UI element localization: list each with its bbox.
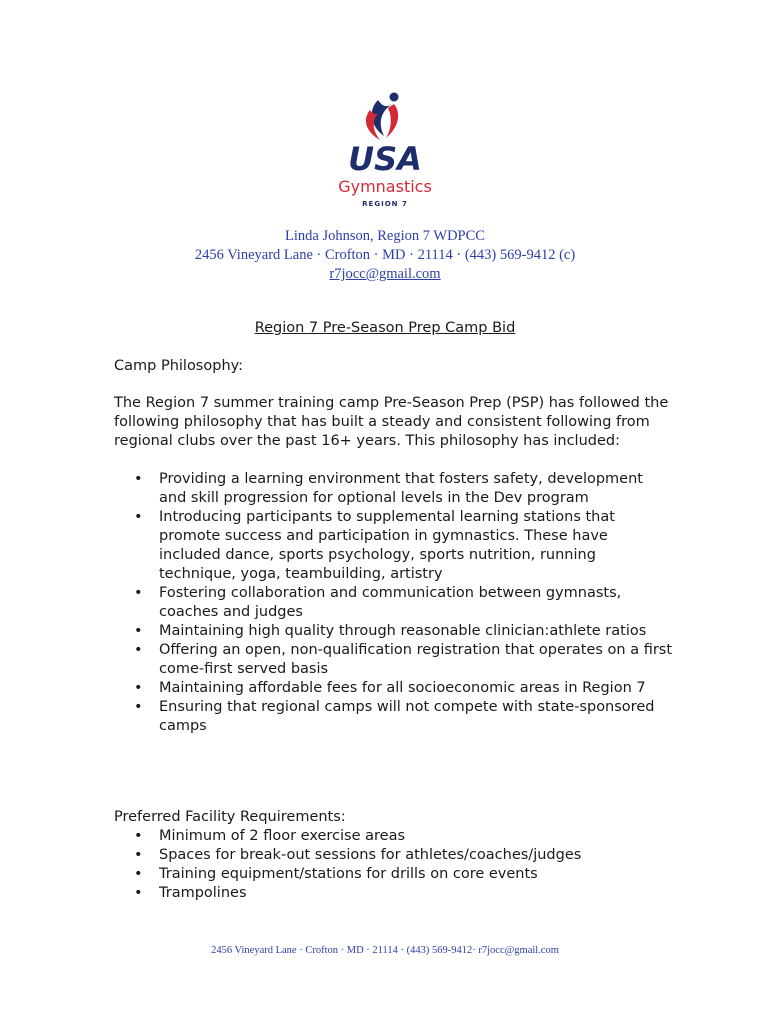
- bullet-icon: •: [134, 471, 143, 487]
- list-item: • Offering an open, non-qualification registration that operates on a first come-first served basis: [134, 642, 673, 677]
- logo-region: REGION 7: [362, 200, 408, 208]
- bullet-icon: •: [134, 509, 143, 525]
- list-item: • Trampolines: [134, 885, 247, 901]
- bullet-icon: •: [134, 885, 143, 901]
- bullet-icon: •: [134, 680, 143, 696]
- list-item: • Introducing participants to supplemental learning stations that promote success and participation in gymnastics. These have included dance, sports psychology, sports nutrition, running technique, yoga, teambuilding, artistry: [134, 509, 615, 582]
- list-item: • Maintaining affordable fees for all socioeconomic areas in Region 7: [134, 680, 646, 696]
- document-title: Region 7 Pre-Season Prep Camp Bid: [254, 320, 516, 336]
- gymnast-emblem-icon: [320, 88, 450, 212]
- philosophy-intro: The Region 7 summer training camp Pre-Season Prep (PSP) has followed the following philosophy that has built a steady and consistent following from regional clubs over the past 16+ years. This philosophy has included:: [114, 395, 669, 449]
- bullet-icon: •: [134, 585, 143, 601]
- list-item: • Minimum of 2 floor exercise areas: [134, 828, 406, 844]
- list-item: • Ensuring that regional camps will not compete with state-sponsored camps: [134, 699, 655, 734]
- usa-gymnastics-logo: [320, 88, 450, 212]
- facility-heading: Preferred Facility Requirements:: [114, 809, 346, 825]
- letterhead-email-link[interactable]: r7jocc@gmail.com: [329, 266, 441, 282]
- letterhead-address: 2456 Vineyard Lane · Crofton · MD · 21114 · (443) 569-9412 (c): [194, 247, 576, 263]
- letterhead-name: Linda Johnson, Region 7 WDPCC: [285, 228, 485, 244]
- list-item: • Providing a learning environment that fosters safety, development and skill progression for optional levels in the Dev program: [134, 471, 643, 506]
- list-item: • Fostering collaboration and communication between gymnasts, coaches and judges: [134, 585, 622, 620]
- list-item: • Maintaining high quality through reasonable clinician:athlete ratios: [134, 623, 647, 639]
- facility-list: [114, 827, 674, 903]
- list-item: • Training equipment/stations for drills on core events: [134, 866, 538, 882]
- philosophy-heading: Camp Philosophy:: [114, 358, 244, 374]
- letterhead: [0, 227, 770, 284]
- bullet-icon: •: [134, 847, 143, 863]
- bullet-icon: •: [134, 866, 143, 882]
- philosophy-list: [114, 470, 674, 736]
- page-footer: 2456 Vineyard Lane · Crofton · MD · 21114 · (443) 569-9412· r7jocc@gmail.com: [211, 945, 559, 956]
- bullet-icon: •: [134, 623, 143, 639]
- logo-name: Gymnastics: [338, 177, 432, 196]
- list-item: • Spaces for break-out sessions for athletes/coaches/judges: [134, 847, 582, 863]
- logo-brand: USA: [348, 140, 422, 178]
- bullet-icon: •: [134, 642, 143, 658]
- bullet-icon: •: [134, 699, 143, 715]
- bullet-icon: •: [134, 828, 143, 844]
